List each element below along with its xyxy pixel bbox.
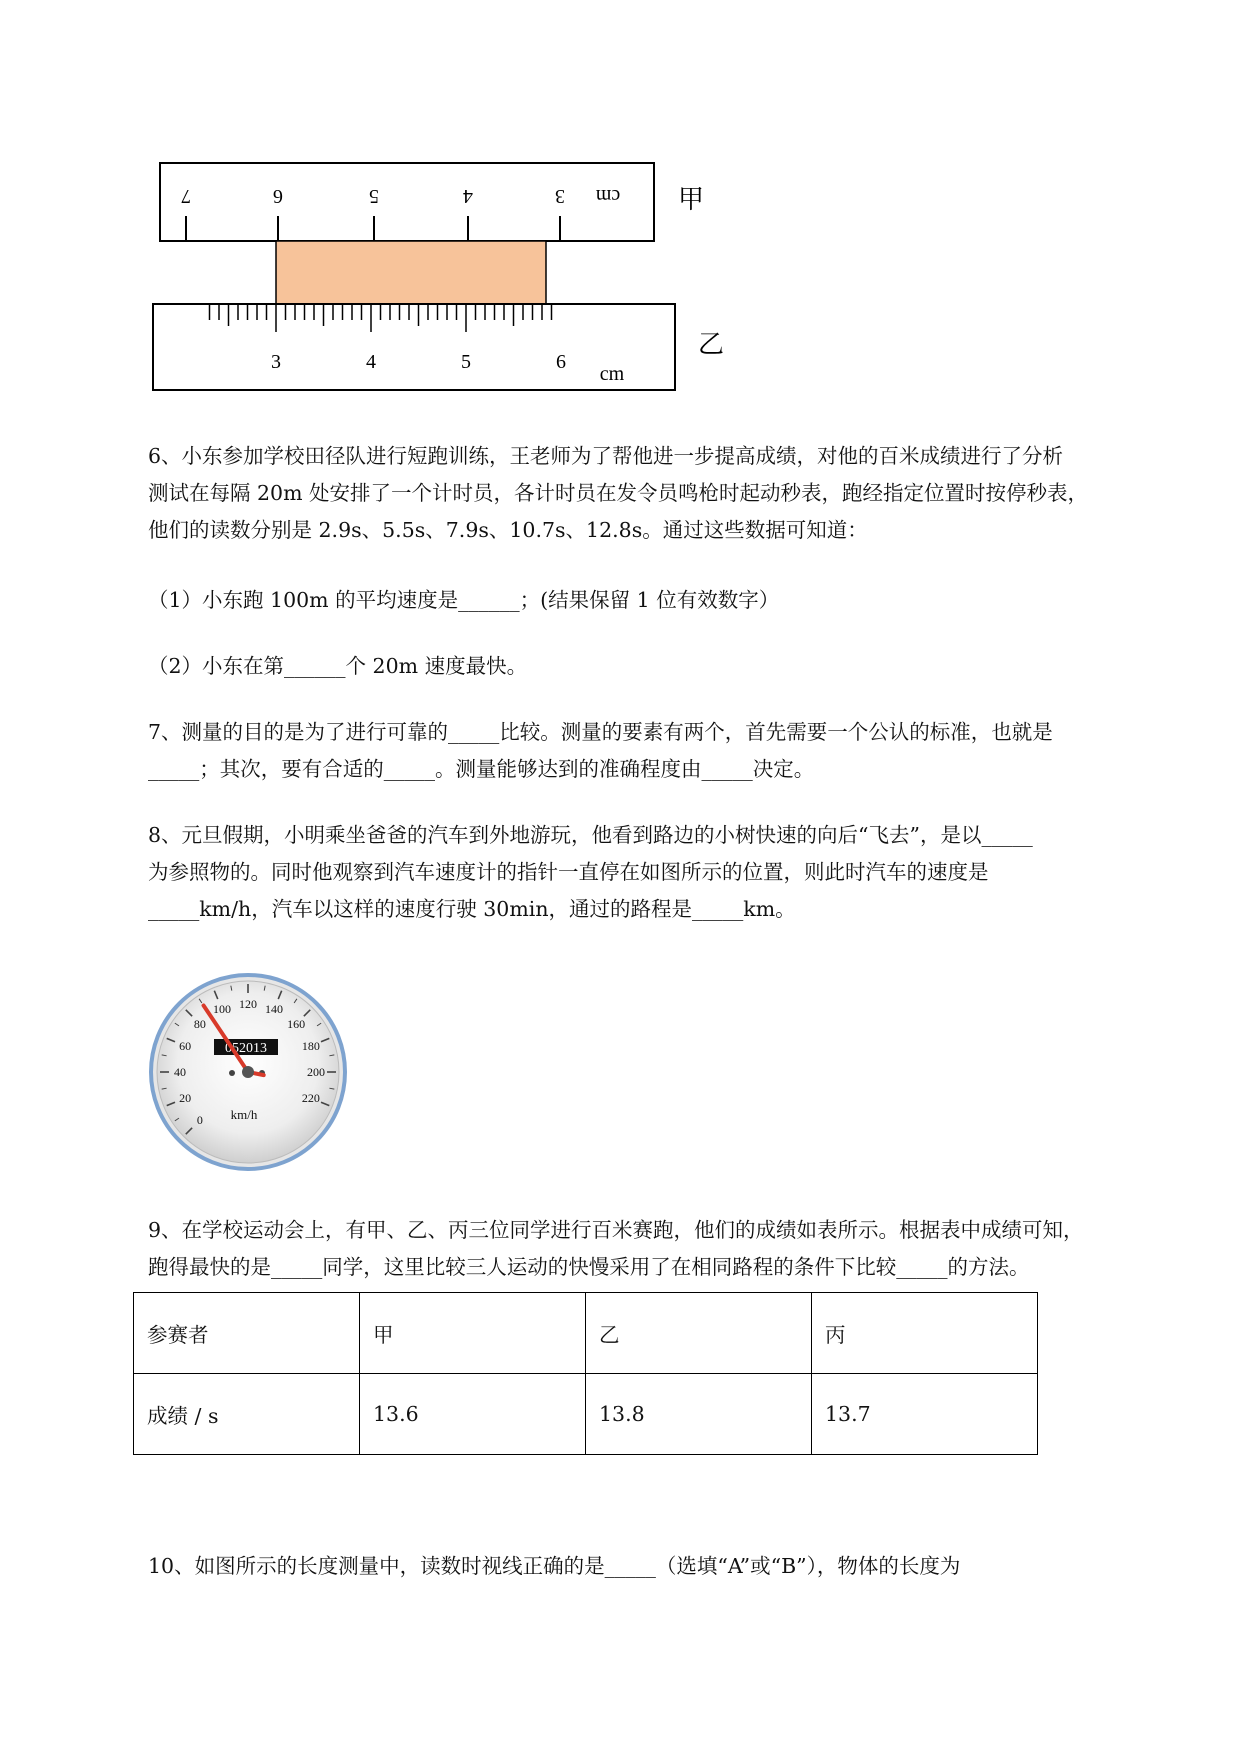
speedometer-scale-label: 100 [212, 1002, 231, 1017]
bottom-ruler-name: 乙 [698, 330, 725, 360]
table-row [134, 1374, 1038, 1455]
top-ruler-name: 甲 [678, 185, 705, 215]
question-10: 10、如图所示的长度测量中，读数时视线正确的是_____（选填“A”或“B”），物体的长度为 [148, 1554, 961, 1578]
top-tick-label-3: 3 [555, 185, 565, 207]
odometer-value: 052013 [225, 1041, 267, 1056]
speedometer-scale-label: 180 [301, 1038, 320, 1053]
table-cell: 13.6 [360, 1374, 586, 1455]
top-tick-label-7: 7 [181, 185, 191, 207]
q8-line-3: _____km/h，汽车以这样的速度行驶 30min，通过的路程是_____km。 [148, 897, 796, 921]
speedometer-scale-label: 80 [193, 1016, 206, 1031]
q6-sub-2: （2）小东在第______个 20m 速度最快。 [148, 654, 528, 678]
top-ruler [160, 163, 654, 241]
table-cell: 13.8 [586, 1374, 812, 1455]
measured-block [276, 241, 546, 304]
table-cell: 甲 [360, 1293, 586, 1374]
table-cell: 乙 [586, 1293, 812, 1374]
q9-line-2: 跑得最快的是_____同学，这里比较三人运动的快慢采用了在相同路程的条件下比较_____的方法。 [148, 1255, 1030, 1279]
indicator-dot-left [229, 1070, 235, 1076]
bottom-tick-label-6: 6 [556, 351, 566, 373]
q6-sub-1: （1）小东跑 100m 的平均速度是______；(结果保留 1 位有效数字） [148, 588, 780, 612]
speed-unit: km/h [230, 1107, 258, 1122]
top-tick-label-5: 5 [369, 185, 379, 207]
speedometer-figure [148, 972, 348, 1172]
top-tick-label-6: 6 [273, 185, 283, 207]
q8-line-1: 8、元旦假期，小明乘坐爸爸的汽车到外地游玩，他看到路边的小树快速的向后“飞去”，是以_____ [148, 823, 1033, 847]
q6-line-1: 6、小东参加学校田径队进行短跑训练，王老师为了帮他进一步提高成绩，对他的百米成绩进行了分析 [148, 444, 1064, 468]
table-cell: 丙 [812, 1293, 1038, 1374]
table-cell: 成绩 / s [134, 1374, 360, 1455]
q7-line-2: _____；其次，要有合适的_____。测量能够达到的准确程度由_____决定。 [148, 757, 815, 781]
question-8 [148, 817, 1148, 928]
speedometer-scale-label: 20 [179, 1091, 192, 1106]
question-9 [148, 1212, 1148, 1286]
ruler-diagram [150, 158, 740, 398]
bottom-unit-label: cm [599, 363, 625, 385]
speedometer-scale-label: 160 [287, 1016, 306, 1031]
question-6 [148, 438, 1148, 549]
bottom-tick-label-4: 4 [366, 351, 376, 373]
speedometer [148, 972, 348, 1172]
question-7 [148, 714, 1148, 788]
speedometer-scale-label: 40 [174, 1065, 186, 1079]
speedometer-scale-label: 200 [307, 1065, 325, 1079]
bottom-tick-label-5: 5 [461, 351, 471, 373]
bottom-ruler [153, 304, 675, 390]
speedometer-scale-label: 140 [265, 1002, 284, 1017]
table-cell: 13.7 [812, 1374, 1038, 1455]
speedometer-scale-label: 120 [239, 997, 257, 1011]
q6-line-2: 测试在每隔 20m 处安排了一个计时员，各计时员在发令员鸣枪时起动秒表，跑经指定位置时按停秒表， [148, 481, 1089, 505]
scores-table [133, 1292, 1038, 1455]
table-cell: 参赛者 [134, 1293, 360, 1374]
q7-line-1: 7、测量的目的是为了进行可靠的_____比较。测量的要素有两个，首先需要一个公认的标准，也就是 [148, 720, 1053, 744]
q6-line-3: 他们的读数分别是 2.9s、5.5s、7.9s、10.7s、12.8s。通过这些数据可知道： [148, 518, 868, 542]
q9-line-1: 9、在学校运动会上，有甲、乙、丙三位同学进行百米赛跑，他们的成绩如表所示。根据表中成绩可知， [148, 1218, 1084, 1242]
table-header-row [134, 1293, 1038, 1374]
q8-line-2: 为参照物的。同时他观察到汽车速度计的指针一直停在如图所示的位置，则此时汽车的速度是 [148, 860, 989, 884]
speedometer-scale-label: 0 [196, 1113, 203, 1128]
needle-hub [242, 1066, 254, 1078]
bottom-tick-label-3: 3 [271, 351, 281, 373]
speedometer-scale-label: 60 [179, 1038, 192, 1053]
top-tick-label-4: 4 [463, 185, 473, 207]
top-unit-label: cm [595, 185, 621, 207]
ruler-figure [150, 158, 740, 398]
speedometer-scale-label: 220 [301, 1091, 320, 1106]
